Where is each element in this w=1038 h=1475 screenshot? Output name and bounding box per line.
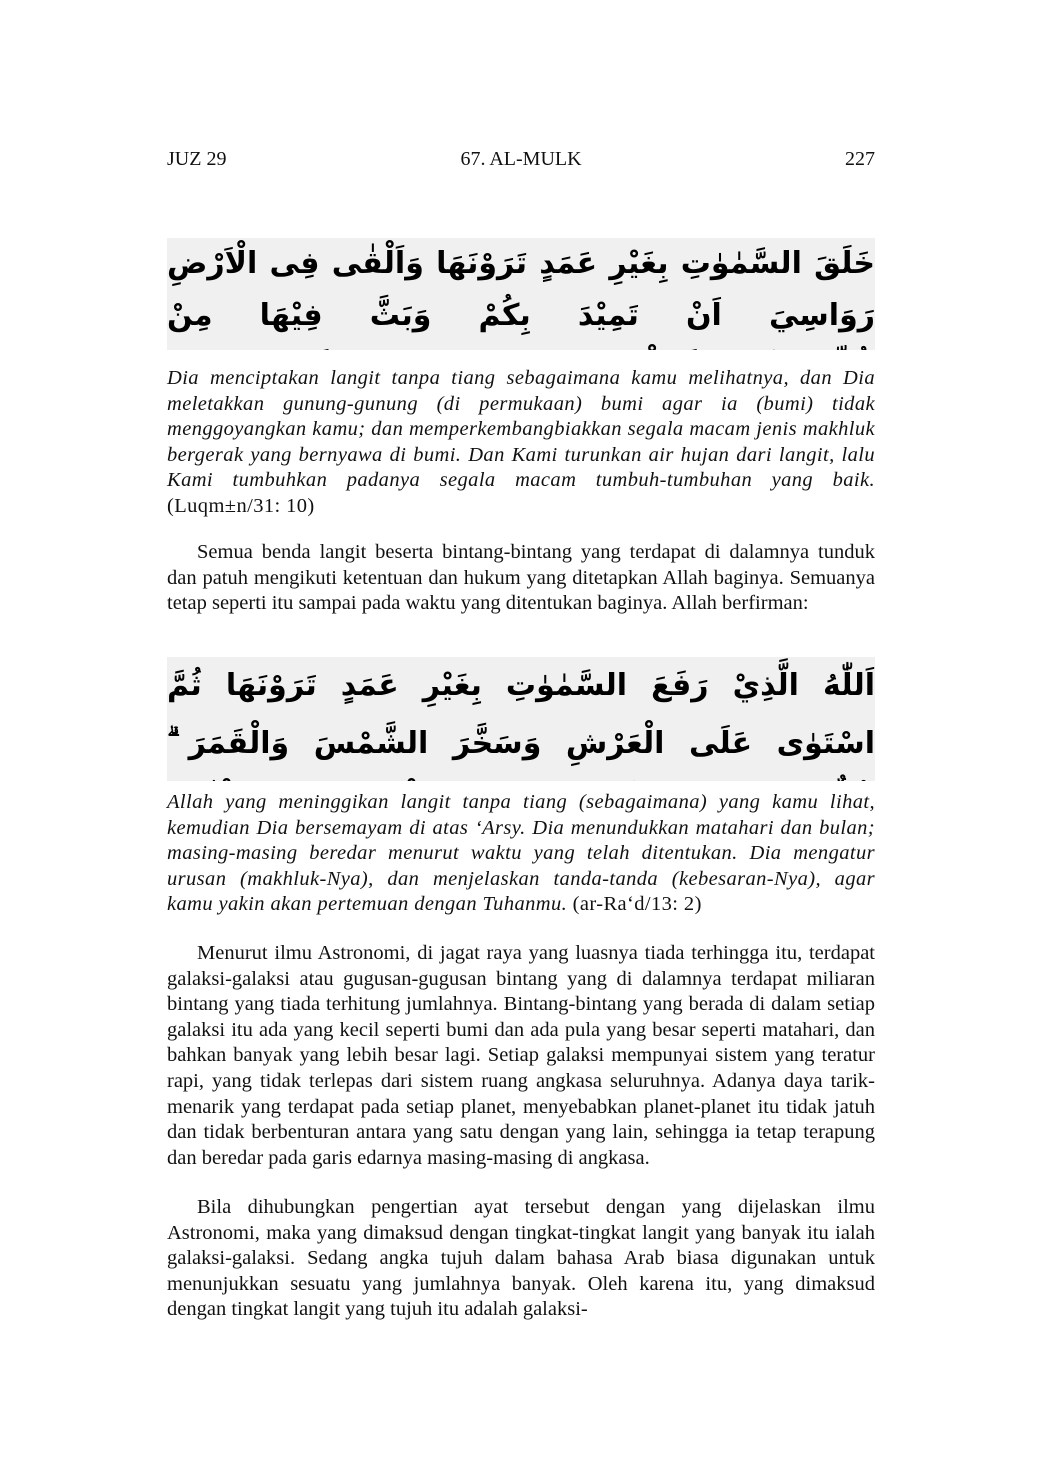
arabic-verse-line: اَللّٰهُ الَّذِيْ رَفَعَ السَّمٰوٰتِ بِغَيْرِ عَمَدٍ تَرَوْنَهَا ثُمَّ اسْتَوٰى عَلَى الْعَرْشِ وَسَخَّرَ الشَّمْسَ وَالْقَمَرَ ۗ xyxy=(167,668,875,761)
verse-reference: (Luqm±n/31: 10) xyxy=(167,494,315,517)
arabic-verse-block-1 xyxy=(167,238,875,350)
translation-text: Allah yang meninggikan langit tanpa tiang (sebagaimana) yang kamu lihat, kemudian Dia bersemayam di atas ‘Arsy. Dia menundukkan matahari dan bulan; masing-masing beredar menurut waktu yang telah ditentukan. Dia mengatur urusan (makhluk-Nya), dan menjelaskan tanda-tanda (kebesaran-Nya), agar kamu yakin akan pertemuan dengan Tuhanmu. xyxy=(167,791,875,916)
body-paragraph: Bila dihubungkan pengertian ayat tersebut dengan yang dijelaskan ilmu Astronomi, maka yang dimaksud dengan tingkat-tingkat langit yang banyak itu ialah galaksi-galaksi. Sedang angka tujuh dalam bahasa Arab biasa digunakan untuk menunjukkan sesuatu yang jumlahnya banyak. Oleh karena itu, yang dimaksud dengan tingkat langit yang tujuh itu adalah galaksi- xyxy=(167,1196,875,1321)
verse-reference: (ar-Ra‘d/13: 2) xyxy=(567,893,702,916)
arabic-verse-line xyxy=(167,773,875,781)
translation-text: Dia menciptakan langit tanpa tiang sebagaimana kamu melihatnya, dan Dia meletakkan gunung-gunung (di permukaan) bumi agar ia (bumi) tidak menggoyangkan kamu; dan memperkembangbiakkan segala macam jenis makhluk bergerak yang bernyawa di bumi. Dan Kami turunkan air hujan dari langit, lalu Kami tumbuhkan padanya segala macam tumbuh-tumbuhan yang baik. xyxy=(167,367,875,492)
arabic-verse-block-2 xyxy=(167,657,875,781)
arabic-verse-line: خَلَقَ السَّمٰوٰتِ بِغَيْرِ عَمَدٍ تَرَوْنَهَا وَاَلْقٰى فِى الْاَرْضِ رَوَاسِيَ اَنْ تَمِيْدَ بِكُمْ وَبَثَّ فِيْهَا مِنْ xyxy=(167,246,875,333)
page-header xyxy=(167,146,875,172)
verse-translation-1 xyxy=(167,366,875,520)
body-paragraph: Semua benda langit beserta bintang-bintang yang terdapat di dalamnya tunduk dan patuh mengikuti ketentuan dan hukum yang ditetapkan Allah baginya. Semuanya tetap seperti itu sampai pada waktu yang ditentukan baginya. Allah berfirman: xyxy=(167,541,875,615)
page-number: 227 xyxy=(845,148,875,170)
body-paragraph: Menurut ilmu Astronomi, di jagat raya yang luasnya tiada terhingga itu, terdapat galaksi-galaksi atau gugusan-gugusan bintang yang di dalamnya terdapat miliaran bintang yang tiada terhitung jumlahnya. Bintang-bintang yang berada di dalam setiap galaksi itu ada yang kecil seperti bumi dan ada pula yang besar seperti matahari, dan bahkan banyak yang lebih besar lagi. Setiap galaksi mempunyai sistem yang teratur rapi, yang tidak terlepas dari sistem ruang angkasa seluruhnya. Adanya daya tarik-menarik yang terdapat pada setiap planet, menyebabkan planet-planet itu tidak jatuh dan tidak berbenturan antara yang satu dengan yang lain, sehingga ia tetap terapung dan beredar pada garis edarnya masing-masing di angkasa. xyxy=(167,942,875,1169)
arabic-verse-line xyxy=(167,342,875,350)
surah-title: 67. AL-MULK xyxy=(460,148,582,170)
juz-label: JUZ 29 xyxy=(167,148,227,170)
verse-translation-2 xyxy=(167,790,875,918)
